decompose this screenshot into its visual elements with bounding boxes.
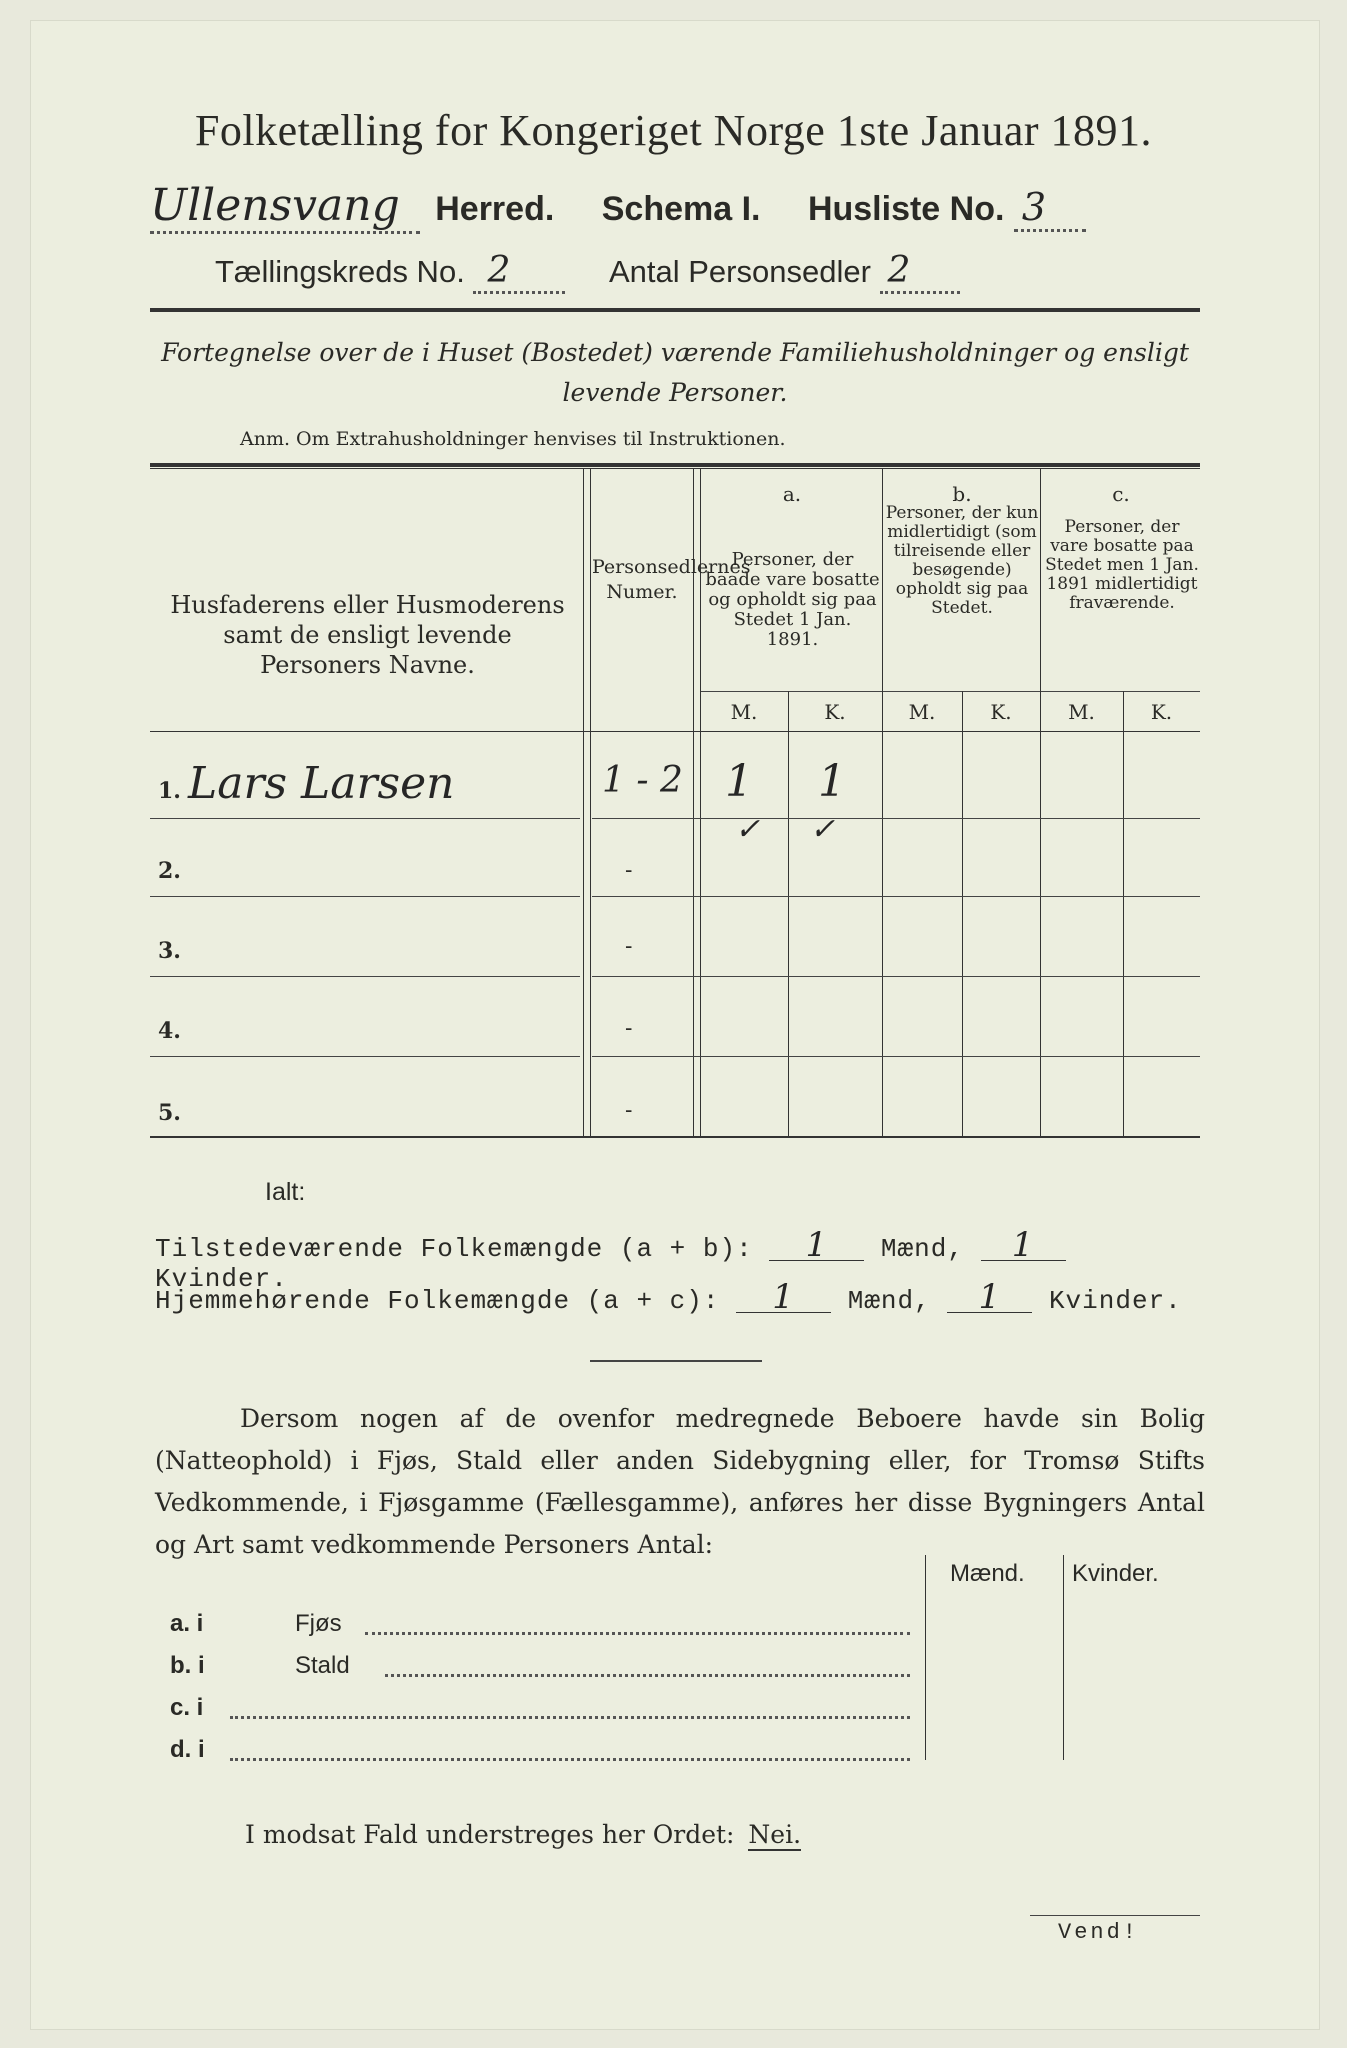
col-b-letter: b.: [952, 482, 972, 506]
subtitle: Fortegnelse over de i Huset (Bostedet) værende Familiehusholdninger og ensligt levende Personer.: [161, 338, 1189, 407]
herred-label: Herred.: [435, 190, 555, 228]
divider: [590, 1360, 762, 1362]
herred-line: [150, 180, 1200, 234]
total-present-line: Tilstedeværende Folkemængde (a + b): 1 Mænd, 1 Kvinder.: [155, 1230, 1205, 1294]
col-num-header: Personsedlernes Numer.: [592, 556, 751, 603]
table-top-rule: [150, 463, 1200, 467]
kreds-value: 2: [473, 250, 565, 294]
personsedler-label: Antal Personsedler: [608, 254, 871, 289]
table-bottom-rule: [150, 1136, 1200, 1138]
col-b-header: Personer, der kun midlertidigt (som tilreisende eller besøgende) opholdt sig paa Stedet.: [885, 503, 1039, 618]
a-k-value: 1: [818, 756, 846, 807]
col-c-header: Personer, der vare bosatte paa Stedet men 1 Jan. 1891 midlertidigt fraværende.: [1045, 517, 1199, 613]
nei-word: Nei.: [748, 1820, 802, 1849]
check-mark-icon: ✓: [735, 812, 761, 847]
page-title: Folketælling for Kongeriget Norge 1ste Januar 1891.: [194, 106, 1153, 155]
maend-header: Mænd.: [950, 1560, 1025, 1587]
table-row: 4. -: [158, 1016, 633, 1044]
present-men: 1: [769, 1230, 864, 1261]
c-k-label: K.: [1150, 700, 1173, 724]
table-row: 2. -: [158, 858, 633, 884]
herred-name: Ullensvang: [150, 180, 420, 234]
col-a-letter: a.: [782, 482, 802, 506]
resident-men: 1: [736, 1282, 831, 1313]
kreds-line: [215, 250, 960, 294]
husliste-value: 3: [1014, 185, 1086, 232]
list-item: a. i Fjøs: [170, 1610, 910, 1646]
header-rule: [150, 308, 1200, 312]
col-name-header: Husfaderens eller Husmoderens samt de ensligt levende Personers Navne.: [170, 591, 565, 679]
c-m-label: M.: [1068, 700, 1095, 724]
table-header-rule: [150, 731, 1200, 732]
col-a-header: Personer, der baade vare bosatte og opholdt sig paa Stedet 1 Jan. 1891.: [705, 549, 880, 650]
b-m-label: M.: [908, 700, 936, 724]
kvinder-header: Kvinder.: [1072, 1560, 1159, 1587]
present-women: 1: [981, 1230, 1066, 1261]
check-mark-icon: ✓: [810, 812, 836, 847]
col-c-letter: c.: [1112, 482, 1130, 506]
a-m-value: 1: [725, 756, 753, 807]
building-paragraph: Dersom nogen af de ovenfor medregnede Beboere havde sin Bolig (Natteophold) i Fjøs, Stald eller anden Sidebygning eller, for Tromsø Stifts Vedkommende, i Fjøsgamme (Fællesgamme), anføres her disse Bygningers Antal og Art samt vedkommende Personers Antal:: [155, 1404, 1205, 1559]
b-k-label: K.: [990, 700, 1012, 724]
schema-label: Schema I.: [601, 190, 761, 228]
sedler-number: 1 - 2: [602, 760, 683, 801]
a-k-label: K.: [824, 700, 846, 724]
husliste-label: Husliste No.: [807, 190, 1005, 228]
list-item: b. i Stald: [170, 1652, 910, 1688]
table-row: 3. -: [158, 934, 633, 964]
modsat-line: I modsat Fald understreges her Ordet: Nei.: [245, 1820, 802, 1849]
table-row: 1. Lars Larsen 1 - 2 1 1: [158, 756, 846, 809]
total-resident-line: Hjemmehørende Folkemængde (a + c): 1 Mænd, 1 Kvinder.: [155, 1277, 1182, 1317]
table-row: 5. -: [158, 1098, 633, 1126]
ialt-label: Ialt:: [265, 1178, 306, 1206]
kreds-label: Tællingskreds No.: [215, 254, 465, 289]
mk-rule: [700, 691, 1200, 692]
vend-label: Vend!: [1058, 1920, 1140, 1945]
list-item: c. i: [170, 1694, 910, 1730]
resident-women: 1: [947, 1282, 1032, 1313]
personsedler-value: 2: [880, 250, 961, 294]
a-m-label: M.: [730, 700, 758, 724]
household-name: Lars Larsen: [188, 758, 455, 809]
annotation: Anm. Om Extrahusholdninger henvises til Instruktionen.: [240, 428, 786, 450]
list-item: d. i: [170, 1736, 910, 1772]
